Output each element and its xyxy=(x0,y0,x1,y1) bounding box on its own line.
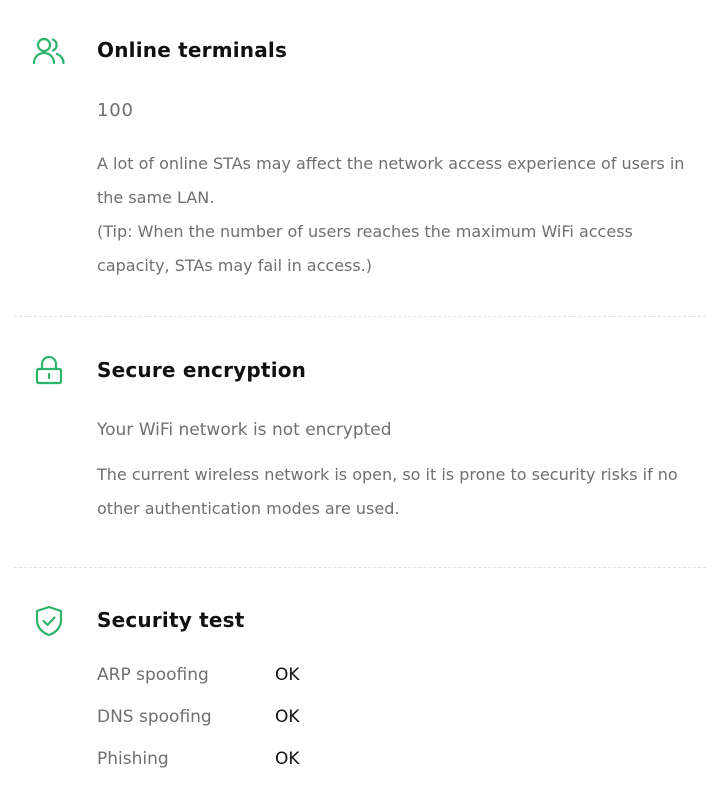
lock-icon xyxy=(32,354,66,388)
test-name: DNS spoofing xyxy=(97,707,212,727)
test-name: Phishing xyxy=(97,749,169,769)
secure-encryption-section xyxy=(0,358,720,526)
online-terminals-count: 100 xyxy=(97,100,134,121)
test-result: OK xyxy=(275,707,300,727)
test-row-phishing xyxy=(97,738,690,780)
online-terminals-tip: (Tip: When the number of users reaches the maximum WiFi access capacity, STAs may fail in access.) xyxy=(97,222,633,275)
test-result: OK xyxy=(275,665,300,685)
security-test-section xyxy=(0,608,720,780)
section-divider xyxy=(14,316,706,317)
online-terminals-section xyxy=(0,38,720,283)
security-test-title: Security test xyxy=(97,608,245,632)
secure-encryption-title: Secure encryption xyxy=(97,358,307,382)
online-terminals-description: A lot of online STAs may affect the network access experience of users in the same LAN. xyxy=(97,154,685,207)
encryption-description: The current wireless network is open, so it is prone to security risks if no other authentication modes are used. xyxy=(97,465,678,518)
section-divider xyxy=(14,567,706,568)
online-terminals-title: Online terminals xyxy=(97,38,288,62)
test-name: ARP spoofing xyxy=(97,665,209,685)
shield-check-icon xyxy=(32,604,66,638)
test-result: OK xyxy=(275,749,300,769)
encryption-status: Your WiFi network is not encrypted xyxy=(97,420,392,440)
test-row-arp xyxy=(97,654,690,696)
security-test-list xyxy=(97,654,690,780)
test-row-dns xyxy=(97,696,690,738)
users-icon xyxy=(32,34,66,68)
